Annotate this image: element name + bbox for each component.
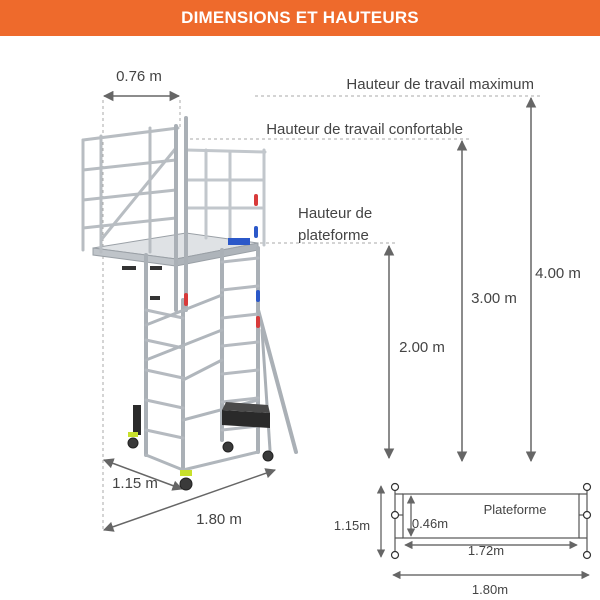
max-working-height-label: Hauteur de travail maximum xyxy=(346,76,534,93)
comfortable-height-value: 3.00 m xyxy=(471,290,517,307)
platform-height-label-line2: plateforme xyxy=(298,227,369,244)
max-height-value: 4.00 m xyxy=(535,265,581,282)
platform-height-label-line1: Hauteur de xyxy=(298,205,373,222)
scaffold-illustration xyxy=(83,118,296,490)
platform-width-label: 0.76 m xyxy=(116,68,162,85)
page-title: DIMENSIONS ET HAUTEURS xyxy=(181,8,419,27)
platform-length-label: 1.15 m xyxy=(112,475,158,492)
plan-length-overall-label: 1.80m xyxy=(471,582,509,597)
plan-width-inner-label: 0.46m xyxy=(411,516,449,531)
comfortable-working-height-label: Hauteur de travail confortable xyxy=(266,121,463,138)
plan-platform-label: Plateforme xyxy=(483,502,547,517)
plan-view xyxy=(334,484,591,598)
platform-height-value: 2.00 m xyxy=(399,339,445,356)
plan-width-overall-label: 1.15m xyxy=(333,518,371,533)
base-length-label: 1.80 m xyxy=(196,511,242,528)
plan-length-inner-label: 1.72m xyxy=(467,543,505,558)
